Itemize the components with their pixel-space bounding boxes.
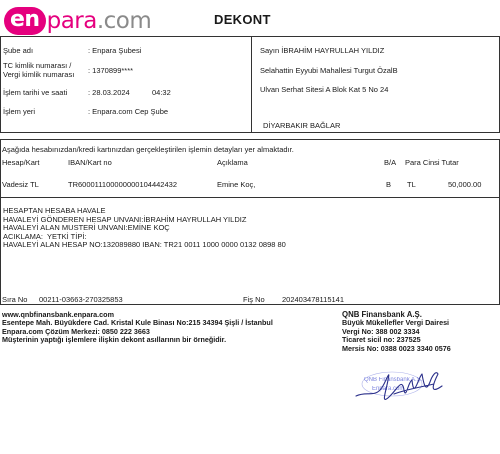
tax-office: Büyük Mükellefler Vergi Dairesi: [342, 318, 450, 328]
location-label: İşlem yeri: [3, 107, 36, 116]
logo-en: en: [4, 7, 46, 35]
bank-contact-info: [2, 311, 273, 345]
mersis-number: Mersis No: 0388 0023 3340 0576: [342, 343, 451, 353]
bank-address: Esentepe Mah. Büyükdere Cad. Kristal Kule Binası No:215 34394 Şişli / İstanbul: [2, 318, 273, 328]
customer-city: DİYARBAKIR BAĞLAR: [263, 121, 341, 130]
tax-id-value: : 1370899****: [88, 66, 134, 75]
bank-website: www.qnbfinansbank.enpara.com: [2, 310, 114, 319]
customer-address-line2: Ulvan Serhat Sitesi A Blok Kat 5 No 24: [260, 85, 389, 94]
row-ba: B: [386, 180, 392, 189]
header-ba: B/A: [384, 158, 397, 167]
bank-call-center: Enpara.com Çözüm Merkezi: 0850 222 3663: [2, 326, 150, 336]
bank-name: QNB Finansbank A.Ş.: [342, 310, 422, 319]
tax-id-label-2: Vergi kimlik numarası: [3, 70, 75, 79]
customer-address-line1: Selahattin Eyyubi Mahallesi Turgut ÖzalB: [260, 66, 398, 75]
row-amount: 50,000.00: [448, 180, 482, 189]
stamp-text-1: QNB Finansbank A.Ş.: [364, 377, 423, 383]
sequence-value: 00211-03663-270325853: [39, 295, 123, 304]
logo-com: .com: [96, 8, 152, 34]
sequence-label: Sıra No: [2, 295, 28, 304]
logo-para: para: [46, 8, 97, 34]
transaction-intro: Aşağıda hesabınızdan/kredi kartınızdan gerçekleştirilen işlemin detayları yer almaktadır.: [2, 145, 294, 154]
time-value: 04:32: [152, 88, 171, 97]
header-account: Hesap/Kart: [2, 158, 40, 167]
enpara-logo: [4, 6, 151, 36]
row-iban: TR600011100000000104442432: [68, 180, 177, 189]
tax-number: Vergi No: 388 002 3334: [342, 326, 420, 336]
date-value: : 28.03.2024: [88, 88, 130, 97]
tax-id-label: TC kimlik numarası /: [3, 61, 72, 70]
receipt-label: Fiş No: [243, 295, 265, 304]
stamp-signature: [350, 360, 450, 418]
datetime-label: İşlem tarihi ve saati: [3, 88, 68, 97]
branch-name-label: Şube adı: [3, 46, 34, 55]
row-account: Vadesiz TL: [2, 180, 39, 189]
branch-name-value: : Enpara Şubesi: [88, 46, 142, 55]
receipt-note: Müşterinin yaptığı işlemlere ilişkin dekont asıllarının bir örneğidir.: [2, 335, 227, 345]
header-currency-amount: Para Cinsi Tutar: [405, 158, 459, 167]
transaction-details-text: HESAPTAN HESABA HAVALE HAVALEYİ GÖNDEREN HESAP UNVANI:İBRAHİM HAYRULLAH YILDIZ HAVALEYİ ALAN MUSTERİ UNVANI:EMİNE KOÇ ACIKLAMA: YETKİ TİPİ: HAVALEYİ ALAN HESAP NO:132089880 IBAN: TR21 0011 1000 0000 0132 0898 80: [3, 206, 286, 250]
row-description: Emine Koç,: [217, 180, 256, 189]
document-title: DEKONT: [214, 12, 271, 27]
stamp-text-2: Enpara.com: [372, 386, 405, 392]
receipt-value: 202403478115141: [282, 295, 345, 304]
customer-name: Sayın İBRAHİM HAYRULLAH YILDIZ: [260, 46, 385, 55]
bank-registration-info: [342, 311, 451, 353]
location-value: : Enpara.com Cep Şube: [88, 107, 169, 116]
header-description: Açıklama: [217, 158, 248, 167]
row-currency: TL: [407, 180, 416, 189]
header-iban: IBAN/Kart no: [68, 158, 112, 167]
trade-registry: Ticaret sicil no: 237525: [342, 335, 421, 345]
